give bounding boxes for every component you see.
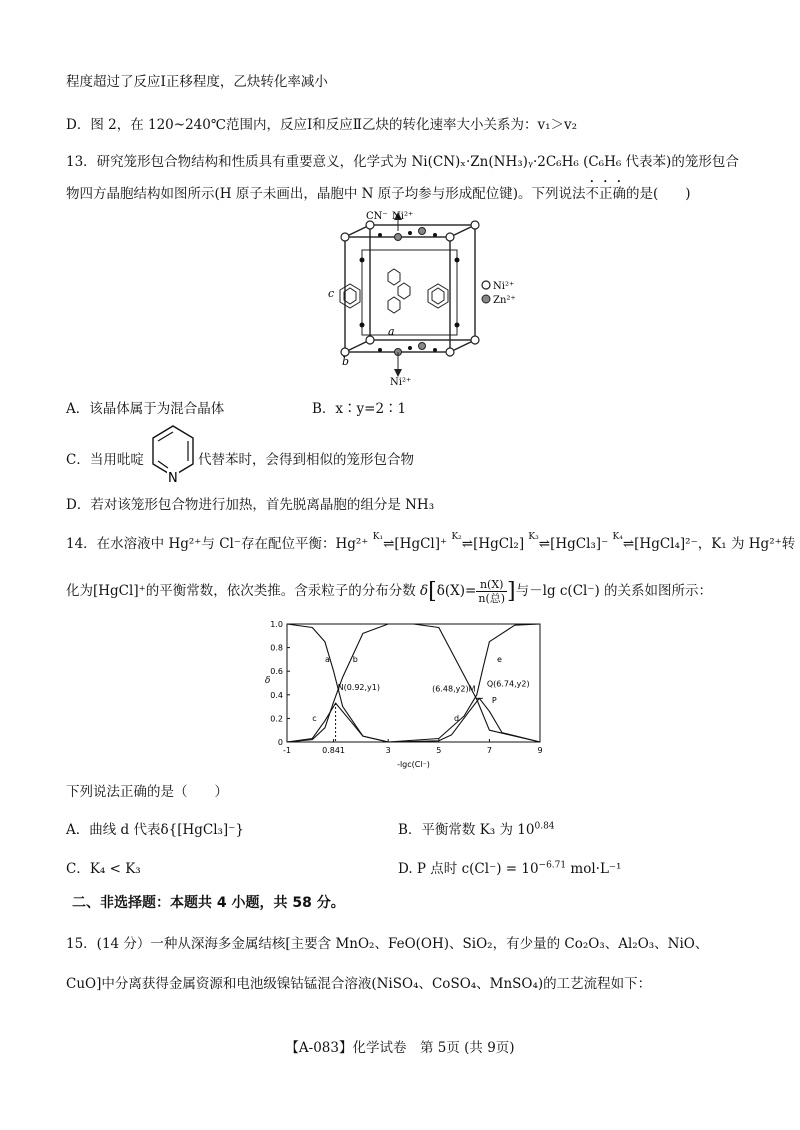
series-d — [388, 698, 540, 742]
q13-option-c-prefix: C．当用吡啶 — [66, 452, 144, 468]
q12-option-d: D．图 2，在 120~240℃范围内，反应Ⅰ和反应Ⅱ乙炔的转化速率大小关系为：v₁＞v₂ — [66, 117, 578, 133]
ni-top-label: Ni²⁺ — [392, 211, 414, 222]
y-tick-label: 0.4 — [270, 690, 283, 700]
distribution-chart — [255, 612, 555, 772]
q14-stem-line2: 化为[HgCl]⁺的平衡常数，依次类推。含汞粒子的分布分数 δ[δ(X)= $\frac{n(X)}{\text{n(总)}}$ ]与－lg c(Cl⁻) 的关系如图所示： — [66, 578, 713, 605]
y-tick-label: 1.0 — [270, 620, 283, 629]
x-tick-label: 5 — [436, 746, 442, 755]
q13-emphasis: 不正确 — [585, 186, 626, 202]
annotation-label: Q(6.74,y2) — [486, 679, 530, 689]
q13-option-b: B．x∶y=2∶1 — [312, 401, 407, 417]
section2-heading: 二、非选择题：本题共 4 小题，共 58 分。 — [72, 895, 345, 911]
frac-denominator: n(总) — [478, 592, 506, 605]
q14-follow-prompt: 下列说法正确的是（ ） — [66, 784, 228, 800]
q14-stem2-prefix: 化为[HgCl]⁺的平衡常数，依次类推。含汞粒子的分布分数 — [66, 583, 416, 599]
q12-continuation: 程度超过了反应Ⅰ正移程度，乙炔转化率减小 — [66, 74, 328, 90]
species-4: [HgCl₄]²⁻ — [634, 536, 698, 552]
y-axis-label: δ — [265, 676, 271, 686]
chart-axes — [265, 620, 543, 769]
series-label-e: e — [496, 654, 502, 664]
chart-annotations — [312, 655, 529, 723]
ni-bottom-label: Ni²⁺ — [390, 377, 412, 385]
x-tick-label: 0.841 — [322, 746, 346, 755]
q14-option-c: C．K₄ < K₃ — [66, 861, 141, 877]
legend-zn: Zn²⁺ — [493, 295, 516, 306]
species-2: [HgCl₂] — [473, 536, 525, 552]
q13-stem-c: 的是( ) — [626, 186, 691, 202]
legend-ni: Ni²⁺ — [493, 281, 515, 292]
q14-stem-suffix: ，K₁ 为 Hg²⁺转 — [697, 536, 796, 552]
k4-label: K₄ — [612, 532, 623, 542]
q14-option-b-exp: 0.84 — [534, 821, 555, 832]
x-tick-label: -1 — [283, 746, 291, 755]
q14-option-b — [398, 818, 555, 838]
frac-numerator: n(X) — [476, 578, 507, 592]
x-tick-label: 7 — [486, 746, 492, 755]
species-1: [HgCl]⁺ — [394, 536, 448, 552]
series-label-c: c — [312, 713, 317, 723]
q13-stem-line1: 13．研究笼形包合物结构和性质具有重要意义，化学式为 Ni(CN)ₓ·Zn(NH₃)ᵧ·2C₆H₆ (C₆H₆ 代表苯)的笼形包合 — [66, 154, 739, 170]
annotation-label: (6.48,y2)M — [432, 684, 476, 694]
annotation-label: P — [491, 696, 497, 706]
axis-c-label: c — [328, 287, 335, 300]
k3-label: K₃ — [528, 532, 539, 542]
series-label-a: a — [324, 654, 330, 664]
q14-option-b-main: B．平衡常数 K₃ 为 10 — [398, 822, 535, 838]
q14-option-d-main: D. P 点时 c(Cl⁻) = 10 — [398, 861, 539, 877]
pyridine-n-label: N — [168, 471, 178, 486]
y-tick-label: 0.8 — [270, 643, 283, 653]
series-c — [287, 703, 540, 742]
q14-option-d-exp: −6.71 — [538, 860, 567, 871]
q15-stem-line2: CuO]中分离获得金属资源和电池级镍钴锰混合溶液(NiSO₄、CoSO₄、MnSO₄)的工艺流程如下： — [66, 976, 652, 992]
q14-option-a: A．曲线 d 代表δ{[HgCl₃]⁻} — [66, 822, 244, 838]
q14-stem-line1: 14．在水溶液中 Hg²⁺与 Cl⁻存在配位平衡：Hg²⁺ K₁⇌[HgCl]⁺ K₂⇌[HgCl₂] K₃⇌[HgCl₃]⁻ K₄⇌[HgCl₄]²⁻，K₁ 为 Hg²⁺转 — [66, 532, 796, 552]
q13-option-d: D．若对该笼形包合物进行加热，首先脱离晶胞的组分是 NH₃ — [66, 497, 435, 513]
q15-stem-line1: 15．(14 分）一种从深海多金属结核[主要含 MnO₂、FeO(OH)、SiO₂，有少量的 Co₂O₃、Al₂O₃、NiO、 — [66, 936, 709, 952]
crystal-cell-figure — [320, 205, 520, 385]
series-label-b: b — [352, 654, 358, 664]
cn-label: CN⁻ — [366, 211, 388, 222]
series-label-d: d — [453, 713, 460, 723]
q13-option-c-suffix: 代替苯时，会得到相似的笼形包合物 — [198, 452, 414, 468]
q14-stem-prefix: 14．在水溶液中 Hg²⁺与 Cl⁻存在配位平衡：Hg²⁺ — [66, 536, 369, 552]
q14-option-d-unit: mol·L⁻¹ — [566, 861, 622, 877]
k2-label: K₂ — [451, 532, 462, 542]
delta-expression: δ(X)= — [436, 583, 477, 599]
x-tick-label: 9 — [537, 746, 543, 755]
q13-option-a: A．该晶体属于为混合晶体 — [66, 401, 225, 417]
y-tick-label: 0.6 — [270, 667, 283, 677]
q14-stem2-suffix: 与－lg c(Cl⁻) 的关系如图所示： — [515, 583, 713, 599]
annotation-label: N(0.92,y1) — [337, 683, 381, 693]
pyridine-structure — [148, 418, 198, 490]
k1-label: K₁ — [372, 532, 384, 542]
page-footer: 【A-083】化学试卷 第 5页 (共 9页) — [285, 1040, 515, 1056]
q14-option-d — [398, 857, 621, 877]
species-3: [HgCl₃]⁻ — [550, 536, 609, 552]
y-tick-label: 0.2 — [270, 714, 283, 724]
x-axis-label: -lgc(Cl⁻) — [397, 760, 430, 769]
q13-stem-a: 物四方晶胞结构如图所示(H 原子未画出，晶胞中 N 原子均参与形成配位键)。下列说法 — [66, 186, 586, 202]
y-tick-label: 0 — [277, 738, 283, 747]
q13-stem-line2 — [66, 178, 691, 202]
axis-b-label: b — [342, 355, 350, 368]
axis-a-label: a — [388, 325, 395, 338]
x-tick-label: 3 — [385, 746, 391, 755]
